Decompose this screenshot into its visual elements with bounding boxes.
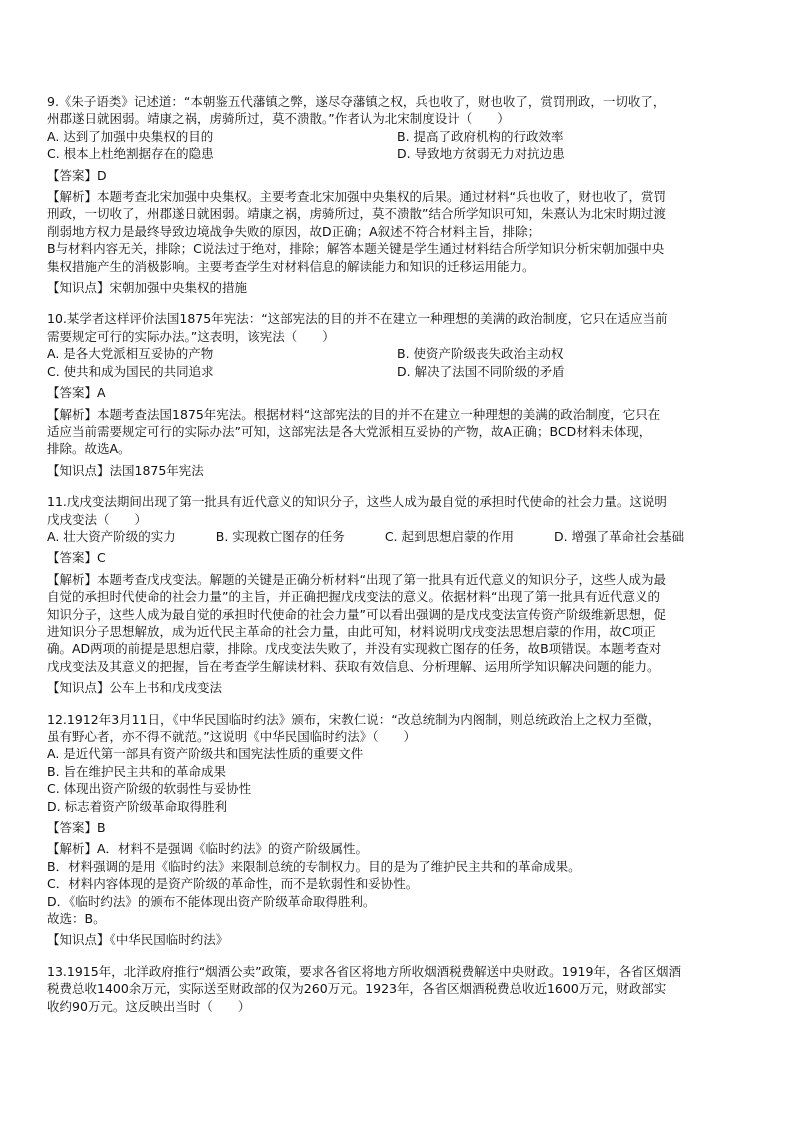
options-row <box>47 345 747 362</box>
analysis-line: B与材料内容无关，排除；C说法过于绝对，排除；解答本题关键是学生通过材料结合所学知识分析宋朝加强中央 <box>47 241 665 257</box>
option-d: D. 导致地方贫弱无力对抗边患 <box>397 146 565 162</box>
knowledge-point: 【知识点】《中华民国临时约法》 <box>47 932 229 948</box>
option-c: C. 体现出资产阶级的软弱性与妥协性 <box>47 781 252 797</box>
knowledge-point: 【知识点】公车上书和戊戌变法 <box>47 680 223 696</box>
question-stem: 11.戊戌变法期间出现了第一批具有近代意义的知识分子，这些人成为最自觉的承担时代使命的社会力量。这说明 <box>47 494 667 510</box>
question-12 <box>47 711 747 949</box>
analysis-line: 刑政，一切收了，州郡遂日就困弱。靖康之祸，虏骑所过，莫不溃散”结合所学知识可知，朱熹认为北宋时期过渡 <box>47 206 666 222</box>
analysis-line: D．《临时约法》的颁布不能体现出资产阶级革命取得胜利。 <box>47 893 376 909</box>
analysis-line: 进知识分子思想解放，成为近代民主革命的社会力量，由此可知，材料说明戊戌变法思想启蒙的作用，故C项正 <box>47 623 656 639</box>
analysis-line: 【解析】A．材料不是强调《临时约法》的资产阶级属性。 <box>47 841 369 857</box>
option-a: A. 是近代第一部具有资产阶级共和国宪法性质的重要文件 <box>47 746 364 762</box>
option-b: B. 实现救亡图存的任务 <box>215 528 345 544</box>
option-d: D. 解决了法国不同阶级的矛盾 <box>397 363 565 379</box>
options-row <box>47 128 747 145</box>
analysis-line: 【解析】本题考查戊戌变法。解题的关键是正确分析材料“出现了第一批具有近代意义的知识分子，这些人成为最 <box>47 571 666 587</box>
question-stem: 收约90万元。这反映出当时（ ） <box>47 998 251 1014</box>
option-a: A. 是各大党派相互妥协的产物 <box>47 346 214 362</box>
knowledge-point: 【知识点】宋朝加强中央集权的措施 <box>47 280 248 296</box>
analysis-line: 集权措施产生的消极影响。主要考查学生对材料信息的解读能力和知识的迁移运用能力。 <box>47 258 535 274</box>
analysis-line: C．材料内容体现的是资产阶级的革命性，而不是软弱性和妥协性。 <box>47 876 419 892</box>
analysis-line: 【解析】本题考查法国1875年宪法。根据材料“这部宪法的目的并不在建立一种理想的美满的政治制度，它只在 <box>47 406 661 422</box>
knowledge-point: 【知识点】法国1875年宪法 <box>47 462 204 478</box>
analysis-line: B．材料强调的是用《临时约法》来限制总统的专制权力。目的是为了维护民主共和的革命成果。 <box>47 858 581 874</box>
answer: 【答案】D <box>47 167 107 183</box>
question-10 <box>47 310 747 479</box>
document-page <box>47 93 747 1015</box>
analysis-line: 知识分子，这些人成为最自觉的承担时代使命的社会力量”可以看出强调的是戊戌变法宣传资产阶级维新思想，促 <box>47 606 666 622</box>
analysis-line: 排除。故选A。 <box>47 441 131 457</box>
question-stem: 10.某学者这样评价法国1875年宪法：“这部宪法的目的并不在建立一种理想的美满的政治制度，它只在适应当前 <box>47 311 668 327</box>
option-d: D. 增强了革命社会基础 <box>554 528 685 544</box>
question-stem: 州郡遂日就困弱。靖康之祸，虏骑所过，莫不溃散。”作者认为北宋制度设计（ ） <box>47 111 510 127</box>
option-a: A. 壮大资产阶级的实力 <box>47 528 176 544</box>
answer: 【答案】B <box>47 820 106 836</box>
question-stem: 需要规定可行的实际办法。”这表明，该宪法（ ） <box>47 328 335 344</box>
question-stem: 12.1912年3月11日，《中华民国临时约法》颁布，宋教仁说：“改总统制为内阁制，则总统政治上之权力至微， <box>47 711 661 727</box>
analysis-line: 确。AD两项的前提是思想启蒙，排除。戊戌变法失败了，并没有实现救亡图存的任务，故B项错误。本题考查对 <box>47 641 662 657</box>
analysis-line: 【解析】本题考查北宋加强中央集权。主要考查北宋加强中央集权的后果。通过材料“兵也收了，财也收了，赏罚 <box>47 189 666 205</box>
analysis-line: 削弱地方权力是最终导致边境战争失败的原因，故D正确；A叙述不符合材料主旨，排除； <box>47 223 541 239</box>
question-stem: 税费总收1400余万元，实际送至财政部的仅为260万元。1923年，各省区烟酒税费总收近1600万元，财政部实 <box>47 981 667 997</box>
option-d: D. 标志着资产阶级革命取得胜利 <box>47 798 228 814</box>
question-stem: 戊戌变法（ ） <box>47 511 148 527</box>
question-9 <box>47 93 747 296</box>
analysis-line: 自觉的承担时代使命的社会力量”的主旨，并正确把握戊戌变法的意义。依据材料“出现了第一批具有近代意义的 <box>47 589 660 605</box>
answer: 【答案】C <box>47 550 106 566</box>
option-c: C. 使共和成为国民的共同追求 <box>47 363 214 379</box>
analysis-line: 适应当前需要规定可行的实际办法”可知，这部宪法是各大党派相互妥协的产物，故A正确；BCD材料未体现， <box>47 423 652 439</box>
question-11 <box>47 493 747 696</box>
analysis-line: 戊戌变法及其意义的把握，旨在考查学生解读材料、获取有效信息、分析理解、运用所学知识解决问题的能力。 <box>47 658 660 674</box>
question-stem: 虽有野心者，亦不得不就范。”这说明《中华民国临时约法》（ ） <box>47 729 416 744</box>
options-row <box>47 145 747 162</box>
option-c: C. 根本上杜绝割据存在的隐患 <box>47 146 214 162</box>
option-b: B. 使资产阶级丧失政治主动权 <box>397 346 564 362</box>
analysis-line: 故选：B。 <box>47 911 106 927</box>
option-a: A. 达到了加强中央集权的目的 <box>47 128 214 144</box>
options-row <box>47 363 747 380</box>
question-stem: 13.1915年，北洋政府推行“烟酒公卖”政策，要求各省区将地方所收烟酒税费解送中央财政。1919年，各省区烟酒 <box>47 963 681 979</box>
question-13 <box>47 963 747 1015</box>
options-row <box>47 528 747 545</box>
option-c: C. 起到思想启蒙的作用 <box>384 528 514 544</box>
question-stem: 9.《朱子语类》记述道：“本朝鉴五代藩镇之弊，遂尽夺藩镇之权，兵也收了，财也收了，赏罚刑政，一切收了， <box>47 94 666 109</box>
answer: 【答案】A <box>47 385 106 401</box>
option-b: B. 提高了政府机构的行政效率 <box>397 128 564 144</box>
option-b: B. 旨在维护民主共和的革命成果 <box>47 763 227 779</box>
